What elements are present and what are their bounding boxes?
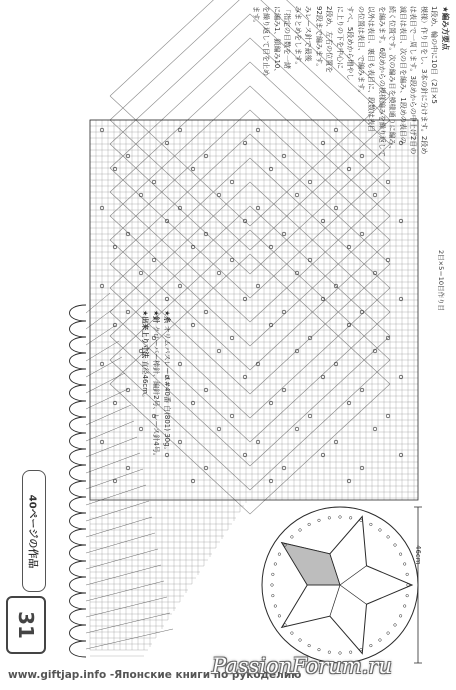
ring-dot (308, 523, 311, 526)
size-text: 直径46cm。 (141, 360, 149, 402)
ring-dot (394, 544, 397, 547)
repeat-note-text: 2目×5＝10目作り目 (437, 250, 445, 311)
ring-dot (299, 529, 302, 532)
chart-extension-grid (90, 500, 248, 656)
ring-dot (379, 639, 382, 642)
eyelet-symbol (399, 375, 403, 379)
page-reference-text: 40ページの作品 (26, 494, 38, 568)
instruction-line: を繰り返して目を止め (262, 6, 271, 76)
instructions-block (200, 6, 450, 346)
size-label: ★出来上り寸法 (141, 310, 149, 359)
ring-dot (274, 605, 277, 608)
ring-dot (407, 584, 410, 587)
instruction-line: は表目で一周します。3段めからの中上げ2目の (409, 6, 418, 155)
instructions-heading: ★編み方要点 (441, 6, 450, 51)
ring-dot (328, 517, 331, 520)
instruction-line: すべ、5段めから増やし (346, 6, 355, 81)
eyelet-symbol (165, 141, 169, 145)
instruction-line: を編みます。6段めからの模様編みを繰り返して (378, 6, 386, 157)
ring-dot (291, 632, 294, 635)
pattern-number-badge (6, 596, 46, 654)
ring-dot (318, 648, 321, 651)
shaded-panel (282, 543, 340, 585)
eyelet-symbol (386, 414, 390, 418)
ring-dot (379, 529, 382, 532)
ring-dot (291, 536, 294, 539)
dimension-note-text: 46cm (414, 545, 422, 565)
materials-block (12, 310, 172, 460)
eyelet-symbol (191, 401, 195, 405)
eyelet-symbol (191, 479, 195, 483)
eyelet-symbol (295, 427, 299, 431)
ring-dot (318, 519, 321, 522)
size-row (139, 310, 150, 480)
ring-dot (387, 632, 390, 635)
ring-dot (403, 563, 406, 566)
dimension-note (412, 545, 428, 585)
instruction-line: ます。 (252, 6, 260, 27)
ring-dot (394, 624, 397, 627)
pattern-number: 31 (14, 611, 38, 639)
eyelet-symbol (321, 375, 325, 379)
eyelet-symbol (243, 375, 247, 379)
instruction-line: 92段まで編みます。 (315, 6, 323, 71)
star-motif (282, 517, 412, 654)
ring-dot (274, 563, 277, 566)
eyelet-symbol (269, 479, 273, 483)
eyelet-symbol (152, 180, 156, 184)
ring-dot (278, 553, 281, 556)
instruction-line: に編み1、鎖編み10、 (273, 6, 281, 76)
instruction-line: 模様）作り目をし、3本の針に分けます。2段め (420, 6, 428, 155)
eyelet-symbol (217, 349, 221, 353)
ring-dot (349, 517, 352, 520)
ring-dot (387, 536, 390, 539)
ring-dot (370, 523, 373, 526)
eyelet-symbol (399, 453, 403, 457)
ring-dot (370, 644, 373, 647)
instruction-line: に上りの下を中心に (336, 6, 344, 69)
instruction-line: みレース針で最後 (304, 6, 313, 62)
eyelet-symbol (191, 245, 195, 249)
eyelet-symbol (347, 401, 351, 405)
eyelet-symbol (243, 453, 247, 457)
eyelet-symbol (269, 401, 273, 405)
ring-dot (271, 584, 274, 587)
needle-text: クローバー棒針、編針2号、レース針4号。 (152, 325, 160, 460)
instruction-line: 減目は表目、次の目を編み、1段めの表目の (399, 6, 407, 144)
ring-dot (360, 519, 363, 522)
repeat-note (432, 250, 452, 320)
eyelet-symbol (139, 271, 143, 275)
eyelet-symbol (152, 258, 156, 262)
ring-dot (399, 553, 402, 556)
ring-dot (406, 573, 409, 576)
ring-dot (406, 594, 409, 597)
ring-dot (299, 639, 302, 642)
thread-label: ★糸 (163, 310, 171, 324)
ring-dot (272, 573, 275, 576)
instruction-line: 2段め、左右の位置を (325, 6, 334, 74)
eyelet-symbol (373, 427, 377, 431)
eyelet-symbol (139, 193, 143, 197)
needle-label: ★針 (152, 310, 160, 324)
eyelet-symbol (191, 167, 195, 171)
instructions-lines (251, 6, 440, 346)
instruction-line: 「指定の目数を一緒 (283, 6, 292, 69)
ring-dot (360, 648, 363, 651)
instruction-line: 続く位置です。次の編み目を模様通りに編み、 (388, 6, 397, 153)
eyelet-symbol (347, 479, 351, 483)
dimension-line (414, 507, 422, 663)
eyelet-symbol (191, 323, 195, 327)
eyelet-symbol (230, 414, 234, 418)
eyelet-symbol (113, 167, 117, 171)
watermark-logo: PassionForum.ru (212, 654, 392, 678)
thread-text: オリムパスレース#40番 白(801) 30g。 (163, 325, 171, 454)
instruction-line: の位置は表目、で編みます。 (357, 6, 365, 97)
ring-dot (403, 605, 406, 608)
ring-dot (272, 594, 275, 597)
footer-site-url: www.giftjap.info -Японские книги по рукоделию (8, 669, 302, 681)
needle-row (150, 310, 161, 480)
eyelet-symbol (321, 453, 325, 457)
eyelet-symbol (165, 297, 169, 301)
ring-dot (278, 615, 281, 618)
eyelet-symbol (295, 349, 299, 353)
thread-row (161, 310, 172, 480)
ring-dot (399, 615, 402, 618)
ring-dot (284, 624, 287, 627)
instruction-line: 1段め、輪の中に10目（2目×5 (430, 6, 439, 104)
instruction-line: みまとめをします。 (294, 6, 302, 69)
eyelet-symbol (308, 414, 312, 418)
eyelet-symbol (113, 245, 117, 249)
ring-dot (339, 516, 342, 519)
instruction-line: 以外は表目、裏目も表目に、段数は表目 (367, 6, 376, 132)
page-reference-band (22, 470, 46, 592)
eyelet-symbol (217, 427, 221, 431)
ring-dot (308, 644, 311, 647)
